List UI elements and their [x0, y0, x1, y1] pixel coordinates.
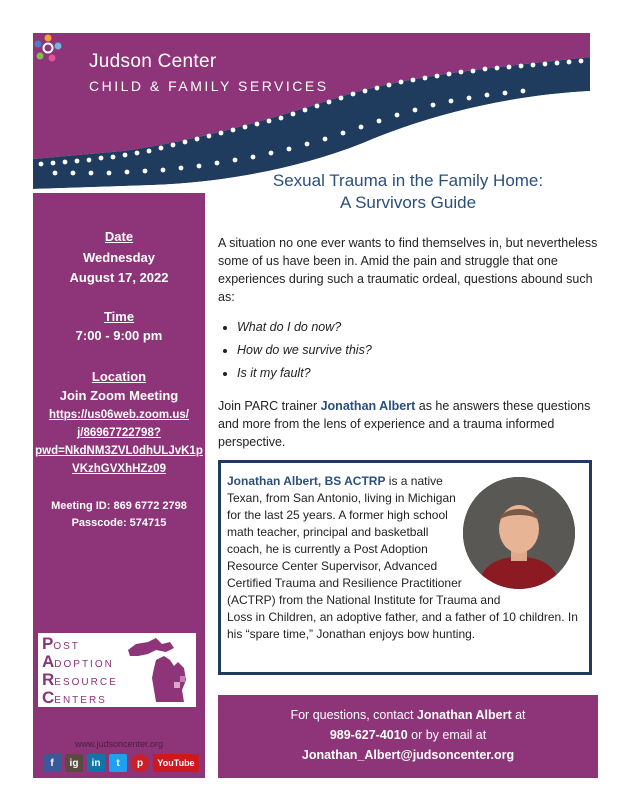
- event-title-line2: A Survivors Guide: [339, 193, 477, 212]
- list-item: • How do we survive this?: [237, 339, 598, 362]
- michigan-map-icon: [126, 636, 192, 704]
- event-sidebar: [33, 193, 205, 778]
- contact-email[interactable]: Jonathan_Albert@judsoncenter.org: [301, 748, 515, 762]
- instagram-icon[interactable]: ig: [65, 754, 83, 772]
- parc-line: CENTERS: [42, 688, 107, 707]
- questions-list: [218, 316, 598, 385]
- linkedin-icon[interactable]: in: [87, 754, 105, 772]
- contact-line3: [218, 745, 598, 765]
- event-title-line1: Sexual Trauma in the Family Home:: [272, 171, 544, 190]
- judson-logo-icon: [33, 33, 63, 63]
- passcode: Passcode: 574715: [71, 517, 167, 529]
- meeting-id: Meeting ID: 869 6772 2798: [51, 500, 187, 512]
- time-value: 7:00 - 9:00 pm: [75, 328, 163, 343]
- parc-line: RESOURCE: [42, 670, 118, 689]
- zoom-link[interactable]: [33, 406, 205, 478]
- pinterest-icon[interactable]: p: [131, 754, 149, 772]
- contact-line1: For questions, contact Jonathan Albert at: [290, 708, 526, 722]
- twitter-icon[interactable]: t: [109, 754, 127, 772]
- speaker-photo: [463, 477, 575, 589]
- social-icons: [43, 754, 199, 772]
- bio-box: [218, 460, 592, 675]
- time-heading: Time: [103, 309, 135, 324]
- date-full: August 17, 2022: [69, 270, 169, 285]
- contact-line2: 989-627-4010 or by email at: [329, 728, 487, 742]
- org-subtitle: CHILD & FAMILY SERVICES: [89, 78, 329, 94]
- date-day: Wednesday: [82, 250, 155, 265]
- bio-name: Jonathan Albert, BS ACTRP: [227, 474, 386, 488]
- join-paragraph: Join PARC trainer Jonathan Albert as he answers these questions and more from the lens of experience and a trauma informed perspective.: [218, 399, 591, 449]
- date-heading: Date: [104, 229, 134, 244]
- youtube-icon[interactable]: YouTube: [153, 754, 199, 772]
- location-value: Join Zoom Meeting: [59, 388, 179, 403]
- main-content: [218, 160, 598, 451]
- contact-name: Jonathan Albert: [416, 708, 512, 722]
- intro-paragraph: A situation no one ever wants to find themselves in, but nevertheless some of us have been in. Amid the pain and struggle that one experiences during such a traumatic ordeal, questions abound such as:: [218, 236, 598, 304]
- zoom-link-line[interactable]: pwd=NkdNM3ZVL0dhULJvK1p: [35, 445, 203, 457]
- website-link[interactable]: www.judsoncenter.org: [74, 739, 164, 749]
- contact-box: [218, 695, 598, 778]
- list-item: • What do I do now?: [237, 316, 598, 339]
- zoom-link-line[interactable]: VKzhGVXhHZz09: [72, 463, 166, 475]
- list-item: • Is it my fault?: [237, 362, 598, 385]
- org-name: Judson Center: [89, 51, 217, 72]
- location-heading: Location: [91, 369, 147, 384]
- bio-text: Jonathan Albert, BS ACTRP is a native Texan, from San Antonio, living in Michigan for the last 25 years. A former high school math teacher, principal and basketball coach, he is currently a Post Adoption Resource Center Supervisor, Advanced Certified Trauma and Resilience Practitioner (ACTRP) from the National Institute for Trauma and Loss in Children, an adoptive father, and a father of 10 children. In his “spare time,” Jonathan enjoys bow hunting.: [227, 474, 578, 641]
- contact-phone[interactable]: 989-627-4010: [329, 728, 408, 742]
- parc-line: POST: [42, 634, 80, 653]
- zoom-link-line[interactable]: j/86967722798?: [77, 427, 161, 439]
- zoom-link-line[interactable]: https://us06web.zoom.us/: [49, 409, 189, 421]
- trainer-name: Jonathan Albert: [320, 399, 416, 413]
- facebook-icon[interactable]: f: [43, 754, 61, 772]
- parc-line: ADOPTION: [42, 652, 114, 671]
- parc-logo: [38, 633, 196, 707]
